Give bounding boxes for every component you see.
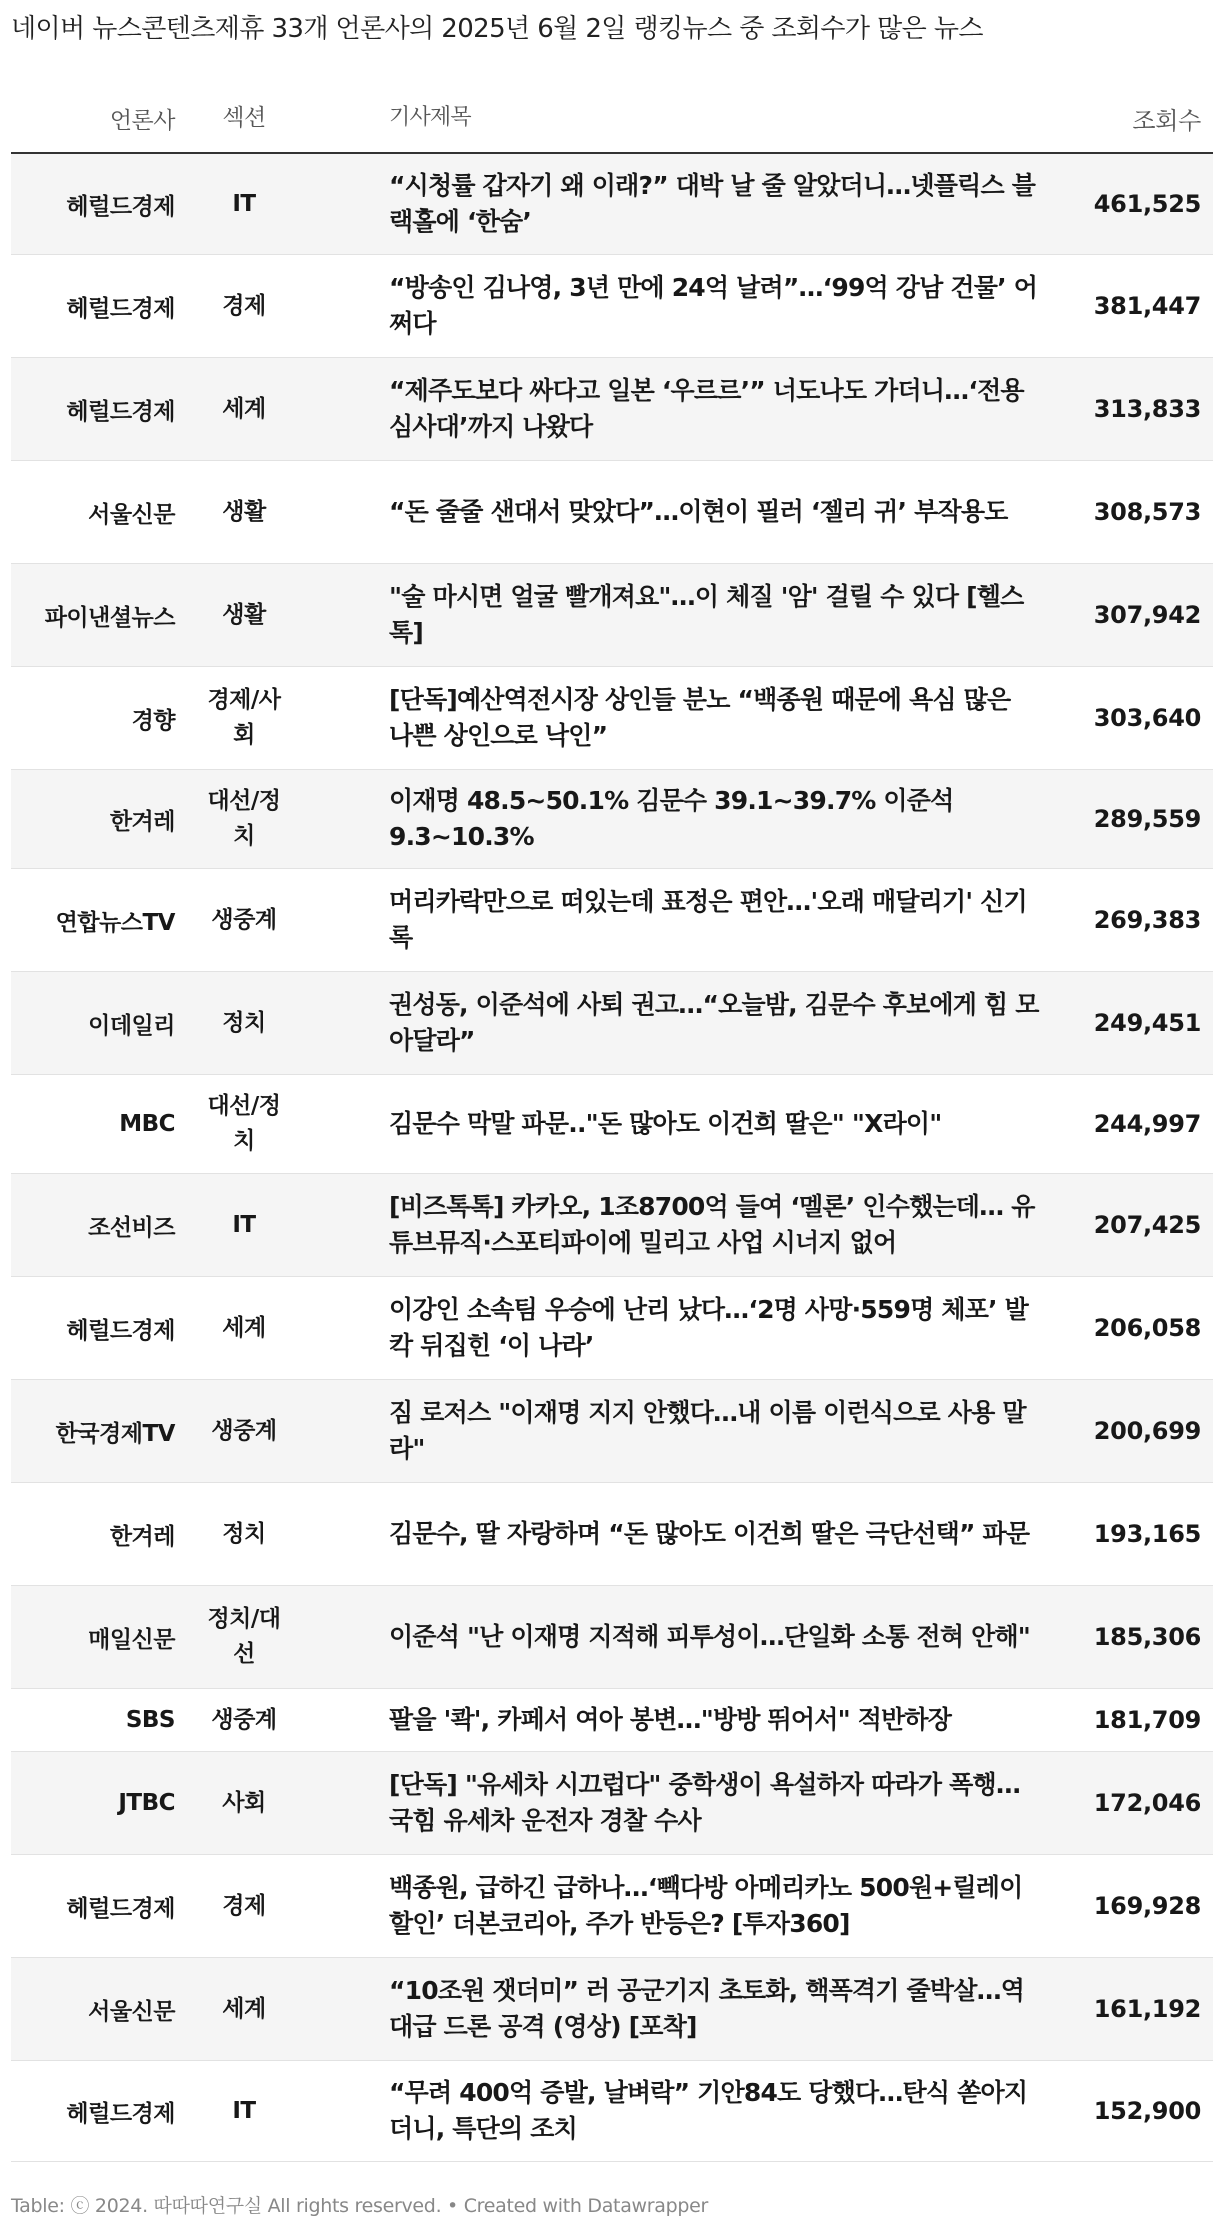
table-row [11,1277,1213,1380]
headline-cell: [단독]예산역전시장 상인들 분노 “백종원 때문에 욕심 많은 나쁜 상인으로 낙인” [389,685,1011,750]
press-cell: 한겨레 [109,808,175,835]
views-cell: 289,559 [1093,805,1201,833]
section-cell: 세계 [222,395,266,422]
views-cell: 152,900 [1093,2097,1201,2125]
press-cell: 헤럴드경제 [66,398,175,425]
views-cell: 269,383 [1093,906,1201,934]
press-cell: 한겨레 [109,1523,175,1550]
ranking-table [11,84,1213,2162]
press-cell: 한국경제TV [55,1420,175,1447]
press-cell: MBC [119,1111,175,1137]
section-cell: IT [232,2097,256,2124]
table-row [11,1380,1213,1483]
table-row [11,1075,1213,1174]
table-row [11,1174,1213,1277]
views-cell: 307,942 [1093,601,1201,629]
headline-cell: 이강인 소속팀 우승에 난리 났다…‘2명 사망·559명 체포’ 발칵 뒤집힌 ‘이 나라’ [389,1295,1028,1360]
table-row [11,972,1213,1075]
section-cell: 세계 [222,1995,266,2022]
headline-cell: “시청률 갑자기 왜 이래?” 대박 날 줄 알았더니…넷플릭스 블랙홀에 ‘한숨’ [389,171,1036,236]
headline-cell: “방송인 김나영, 3년 만에 24억 날려”…‘99억 강남 건물’ 어쩌다 [389,273,1038,338]
headline-cell: 이준석 "난 이재명 지적해 피투성이…단일화 소통 전혀 안해" [389,1622,1031,1651]
section-cell: 세계 [222,1314,266,1341]
views-cell: 308,573 [1093,498,1201,526]
footer-credit: Table: ⓒ 2024. 따따따연구실 All rights reserved. • Created with Datawrapper [11,2195,709,2217]
section-cell: 생활 [222,498,266,525]
section-cell: IT [232,1211,256,1238]
table-row [11,255,1213,358]
headline-cell: “무려 400억 증발, 날벼락” 기안84도 당했다…탄식 쏟아지더니, 특단의 조치 [389,2078,1028,2143]
headline-cell: 김문수 막말 파문.."돈 많아도 이건희 딸은" "X라이" [389,1109,942,1138]
section-cell: 정치 [222,1520,266,1547]
section-cell: 경제/사회 [207,687,281,748]
table-row [11,1483,1213,1586]
press-cell: 헤럴드경제 [66,1895,175,1922]
views-cell: 207,425 [1093,1211,1201,1239]
press-cell: 헤럴드경제 [66,193,175,220]
views-cell: 381,447 [1093,292,1201,320]
press-cell: 이데일리 [88,1012,175,1039]
section-cell: 대선/정치 [207,788,281,849]
table-row [11,358,1213,461]
page-title: 네이버 뉴스콘텐츠제휴 33개 언론사의 2025년 6월 2일 랭킹뉴스 중 조회수가 많은 뉴스 [11,14,983,44]
views-cell: 244,997 [1093,1110,1201,1138]
table-row [11,869,1213,972]
table-row [11,1752,1213,1855]
headline-cell: "술 마시면 얼굴 빨개져요"…이 체질 '암' 걸릴 수 있다 [헬스톡] [389,582,1024,647]
table-row [11,564,1213,667]
press-cell: JTBC [118,1790,175,1816]
headline-cell: 짐 로저스 "이재명 지지 안했다…내 이름 이런식으로 사용 말라" [389,1398,1026,1463]
press-cell: 헤럴드경제 [66,1317,175,1344]
section-cell: 정치 [222,1009,266,1036]
headline-cell: 백종원, 급하긴 급하나…‘빽다방 아메리카노 500원+릴레이 할인’ 더본코리아, 주가 반등은? [투자360] [389,1873,1023,1938]
header-views[interactable]: 조회수 [1132,106,1201,135]
press-cell: 헤럴드경제 [66,295,175,322]
views-cell: 181,709 [1093,1706,1201,1734]
views-cell: 206,058 [1093,1314,1201,1342]
table-row [11,1689,1213,1752]
table-row [11,461,1213,564]
headline-cell: “제주도보다 싸다고 일본 ‘우르르’” 너도나도 가더니…‘전용심사대’까지 나왔다 [389,376,1024,441]
table-row [11,1958,1213,2061]
table-row [11,1586,1213,1689]
press-cell: 연합뉴스TV [55,909,175,936]
header-section[interactable]: 섹션 [222,104,266,131]
views-cell: 161,192 [1093,1995,1201,2023]
headline-cell: [비즈톡톡] 카카오, 1조8700억 들여 ‘멜론’ 인수했는데… 유튜브뮤직·스포티파이에 밀리고 사업 시너지 없어 [389,1192,1035,1257]
section-cell: 생활 [222,601,266,628]
press-cell: 경향 [131,707,175,734]
headline-cell: 팔을 '콱', 카페서 여아 봉변…"방방 뛰어서" 적반하장 [389,1705,952,1734]
views-cell: 461,525 [1093,190,1201,218]
views-cell: 313,833 [1093,395,1201,423]
views-cell: 172,046 [1093,1789,1201,1817]
table-row [11,2061,1213,2162]
views-cell: 303,640 [1093,704,1201,732]
header-headline[interactable]: 기사제목 [389,105,471,130]
press-cell: 매일신문 [88,1626,175,1653]
press-cell: 헤럴드경제 [66,2100,175,2127]
section-cell: 정치/대선 [207,1606,281,1667]
headline-cell: “돈 줄줄 샌대서 맞았다”…이현이 필러 ‘젤리 귀’ 부작용도 [389,497,1008,526]
section-cell: 생중계 [211,906,277,933]
press-cell: SBS [125,1707,175,1733]
headline-cell: 머리카락만으로 떠있는데 표정은 편안…'오래 매달리기' 신기록 [389,887,1027,952]
press-cell: 파이낸셜뉴스 [44,604,175,631]
headline-cell: [단독] "유세차 시끄럽다" 중학생이 욕설하자 따라가 폭행…국힘 유세차 운전자 경찰 수사 [389,1770,1021,1835]
headline-cell: 권성동, 이준석에 사퇴 권고…“오늘밤, 김문수 후보에게 힘 모아달라” [389,990,1039,1055]
views-cell: 169,928 [1093,1892,1201,1920]
section-cell: 경제 [222,1892,266,1919]
header-press[interactable]: 언론사 [109,107,175,134]
table-row [11,154,1213,255]
headline-cell: “10조원 잿더미” 러 공군기지 초토화, 핵폭격기 줄박살…역대급 드론 공격 (영상) [포착] [389,1976,1025,2041]
section-cell: 경제 [222,292,266,319]
section-cell: IT [232,190,256,217]
section-cell: 대선/정치 [207,1093,281,1154]
headline-cell: 김문수, 딸 자랑하며 “돈 많아도 이건희 딸은 극단선택” 파문 [389,1519,1030,1548]
press-cell: 서울신문 [88,501,175,528]
views-cell: 193,165 [1093,1520,1201,1548]
section-cell: 사회 [222,1789,266,1816]
section-cell: 생중계 [211,1706,277,1733]
press-cell: 서울신문 [88,1998,175,2025]
headline-cell: 이재명 48.5~50.1% 김문수 39.1~39.7% 이준석 9.3~10.3% [389,786,954,851]
views-cell: 185,306 [1093,1623,1201,1651]
views-cell: 249,451 [1093,1009,1201,1037]
table-row [11,770,1213,869]
table-row [11,667,1213,770]
views-cell: 200,699 [1093,1417,1201,1445]
table-header [11,84,1213,154]
section-cell: 생중계 [211,1417,277,1444]
press-cell: 조선비즈 [88,1214,175,1241]
table-row [11,1855,1213,1958]
